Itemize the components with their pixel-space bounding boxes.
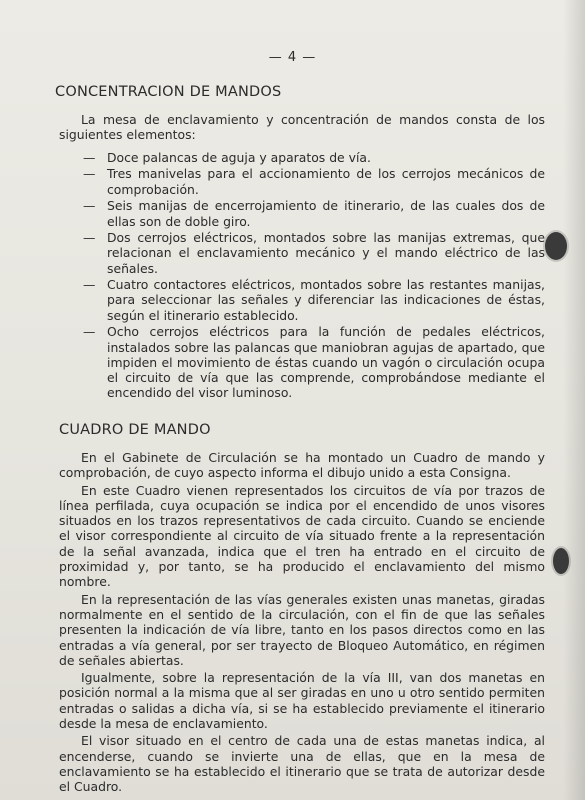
dash-marker: — xyxy=(83,198,96,214)
list-item-text: Dos cerrojos eléctricos, montados sobre las manijas extremas, que relacionan el enclavamiento mecánico y el mando eléctrico de las señales. xyxy=(107,230,545,276)
list-item-text: Tres manivelas para el accionamiento de los cerrojos mecánicos de comprobación. xyxy=(107,166,545,197)
elements-list xyxy=(83,150,545,402)
list-item xyxy=(83,166,545,197)
punch-hole xyxy=(553,548,569,574)
dash-marker: — xyxy=(83,324,96,340)
page-number: — 4 — xyxy=(268,50,317,65)
punch-hole xyxy=(545,232,567,260)
section2-body xyxy=(59,450,545,795)
intro-paragraph: La mesa de enclavamiento y concentración de mandos consta de los siguientes elementos: xyxy=(59,112,545,143)
list-item xyxy=(83,277,545,323)
body-paragraph: En la representación de las vías generales existen unas manetas, giradas normalmente en el sentido de la circulación, con el fin de que las señales presenten la indicación de vía libre, tanto en los pasos directos como en las entradas a vía general, por ser trayecto de Bloqueo Automático, en régimen de señales abiertas. xyxy=(59,591,545,668)
dash-marker: — xyxy=(83,277,96,293)
list-item-text: Seis manijas de encerrojamiento de itinerario, de las cuales dos de ellas son de doble giro. xyxy=(107,198,545,229)
dash-marker: — xyxy=(83,150,96,165)
list-item xyxy=(83,150,545,165)
list-item-text: Cuatro contactores eléctricos, montados sobre las restantes manijas, para seleccionar las señales y diferenciar las indicaciones de éstas, según el itinerario establecido. xyxy=(107,277,545,323)
body-paragraph: En el Gabinete de Circulación se ha montado un Cuadro de mando y comprobación, de cuyo aspecto informa el dibujo unido a esta Consigna. xyxy=(59,450,545,481)
dash-marker: — xyxy=(83,166,96,182)
body-paragraph: Igualmente, sobre la representación de la vía III, van dos manetas en posición normal a la misma que al ser giradas en uno u otro sentido permiten entradas o salidas a dicha vía, si se ha establecido previamente el itinerario desde la mesa de enclavamiento. xyxy=(59,670,545,732)
section1-intro xyxy=(59,112,545,143)
section-heading-cuadro: CUADRO DE MANDO xyxy=(59,422,211,438)
section-heading-concentracion: CONCENTRACION DE MANDOS xyxy=(55,84,282,100)
body-paragraph: El visor situado en el centro de cada una de estas manetas indica, al encenderse, cuando se invierte una de ellas, que en la mesa de enclavamiento se ha establecido el itinerario que se trata de autorizar desde el Cuadro. xyxy=(59,733,545,795)
list-item xyxy=(83,324,545,400)
dash-marker: — xyxy=(83,230,96,246)
body-paragraph: En este Cuadro vienen representados los circuitos de vía por trazos de línea perfilada, cuya ocupación se indica por el encendido de unos visores situados en los trazos representativos de cada circuito. Cuando se enciende el visor correspondiente al circuito de vía situado frente a la representación de la señal avanzada, indica que el tren ha entrado en el circuito de proximidad y, por tanto, se ha producido el enclavamiento del mismo nombre. xyxy=(59,482,545,590)
list-item xyxy=(83,230,545,276)
list-item-text: Ocho cerrojos eléctricos para la función de pedales eléctricos, instalados sobre las palancas que maniobran agujas de apartado, que impiden el movimiento de éstas cuando un vagón o circulación ocupa el circuito de vía que las comprende, comprobándose mediante el encendido del visor luminoso. xyxy=(107,324,545,401)
list-item xyxy=(83,198,545,229)
page-edge-shadow xyxy=(563,0,585,800)
list-item-text: Doce palancas de aguja y aparatos de vía. xyxy=(107,150,371,165)
